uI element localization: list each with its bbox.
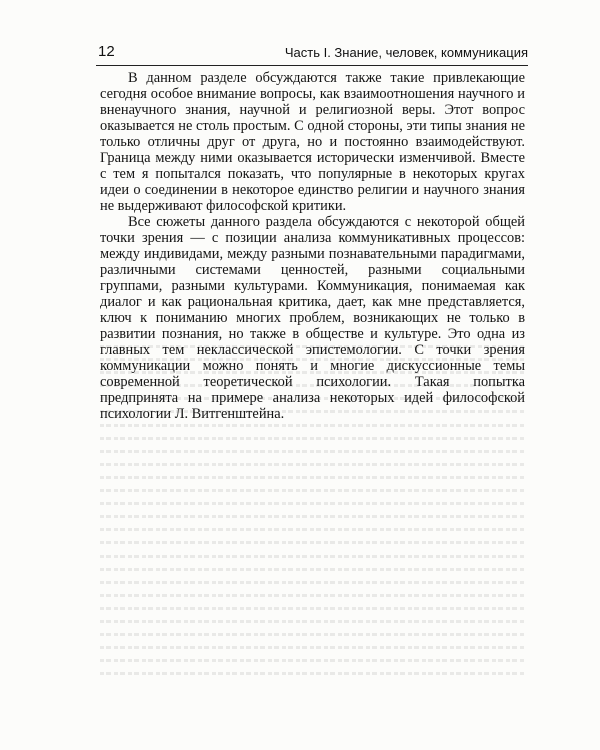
paragraph-1: В данном разделе обсуждаются также такие привлекающие сегодня особое внимание вопросы, как взаимоотношения научного и вненаучного знания, научной и религиозной веры. Этот вопрос оказывается не столь простым. С одной стороны, эти типы знания не только отличны друг от друга, но и постоянно взаимодействуют. Граница между ними оказывается исторически изменчивой. Вместе с тем я попытался показать, что популярные в некоторых кругах идеи о соединении в некоторое единство религии и научного знания не выдерживают философской критики. [100, 70, 525, 214]
header-rule [96, 65, 528, 66]
running-head: Часть I. Знание, человек, коммуникация [284, 45, 528, 60]
page-number: 12 [98, 43, 115, 60]
page-header [96, 40, 528, 66]
paragraph-2: Все сюжеты данного раздела обсуждаются с некоторой общей точки зрения — с позиции анализа коммуникативных процессов: между индивидами, между разными познавательными парадигмами, различными системами ценностей, разными социальными группами, разными культурами. Коммуникация, понимаемая как диалог и как рациональная критика, дает, как мне представляется, ключ к пониманию многих проблем, возникающих не только в развитии познания, но также в обществе и культуре. Это одна из главных тем неклассической эпистемологии. С точки зрения коммуникации можно понять и многие дискуссионные темы современной теоретической психологии. Такая попытка предпринята на примере анализа некоторых идей философской психологии Л. Витгенштейна. [100, 214, 525, 422]
body-text [100, 70, 525, 422]
